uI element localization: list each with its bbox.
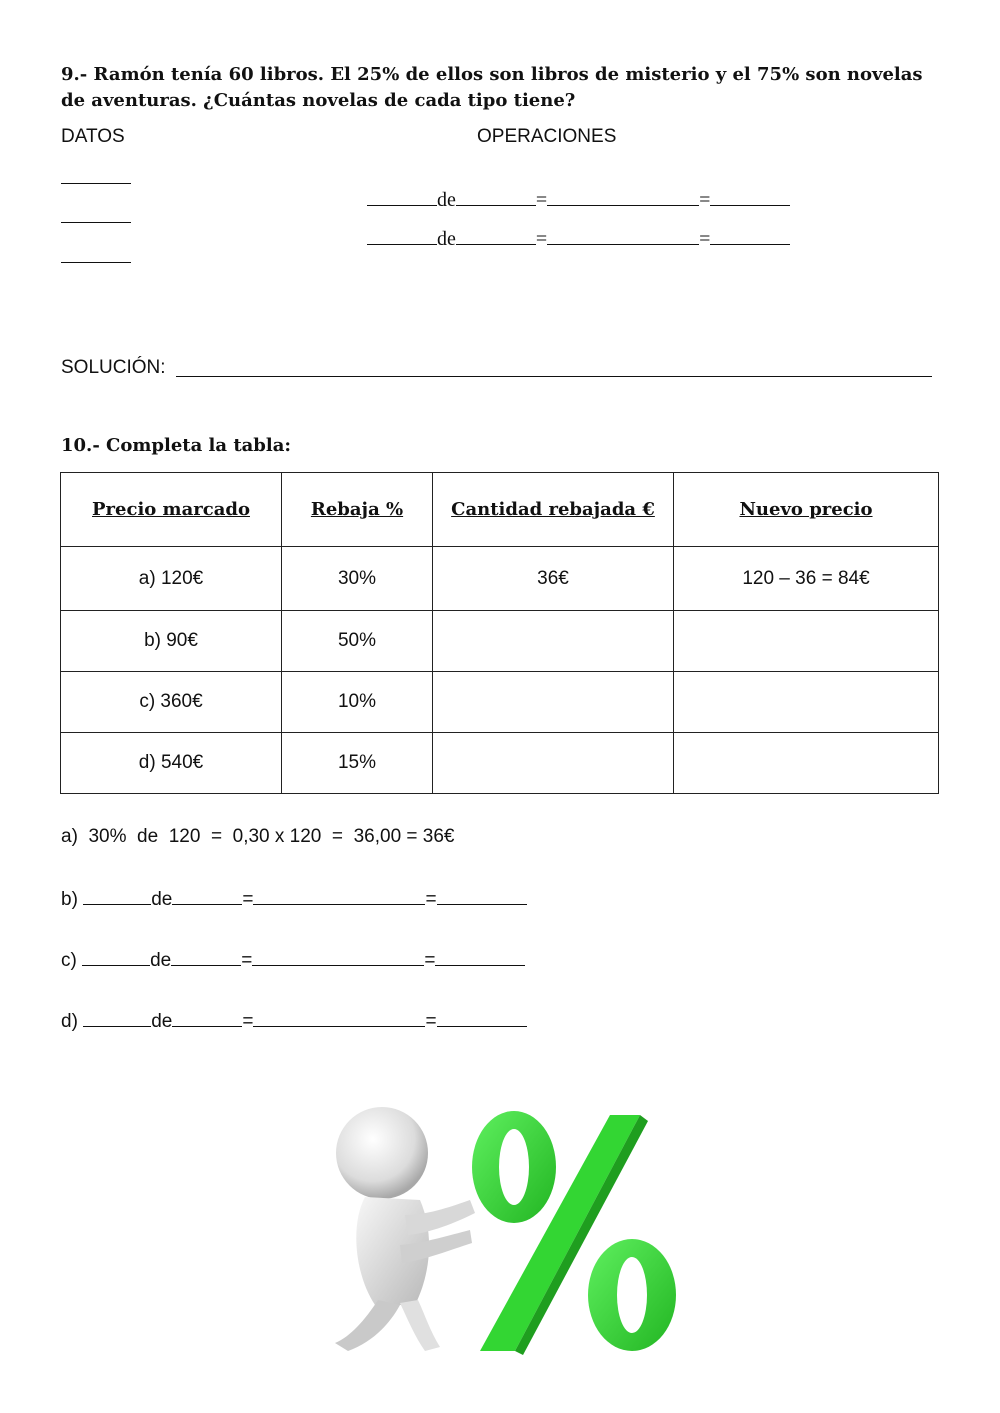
operation-2-total-blank[interactable] xyxy=(456,226,536,245)
calc-b-result-blank[interactable] xyxy=(437,886,527,905)
header-nuevo-precio: Nuevo precio xyxy=(674,473,939,547)
solucion-label: SOLUCIÓN: xyxy=(61,357,166,378)
equals-sign: = xyxy=(242,889,254,910)
datos-label: DATOS xyxy=(61,126,125,147)
operation-line-2 xyxy=(357,203,790,251)
operation-2-percent-blank[interactable] xyxy=(367,226,437,245)
header-cantidad-rebajada: Cantidad rebajada € xyxy=(433,473,674,547)
calc-label: d) xyxy=(61,1011,78,1032)
cell-cantidad[interactable] xyxy=(433,733,674,794)
table-row xyxy=(61,611,939,672)
table-row xyxy=(61,672,939,733)
cell-precio: a) 120€ xyxy=(61,547,282,611)
percent-figure-illustration-icon xyxy=(330,1105,710,1355)
cell-precio: c) 360€ xyxy=(61,672,282,733)
cell-cantidad[interactable] xyxy=(433,672,674,733)
table-row xyxy=(61,547,939,611)
calc-c-total-blank[interactable] xyxy=(171,947,241,966)
calc-label: c) xyxy=(61,950,77,971)
datos-blank-2[interactable] xyxy=(61,204,131,223)
calc-c-result-blank[interactable] xyxy=(435,947,525,966)
equals-sign: = xyxy=(699,228,711,250)
question-10-title: 10.- Completa la tabla: xyxy=(61,435,292,456)
header-rebaja: Rebaja % xyxy=(282,473,433,547)
equals-sign: = xyxy=(535,189,548,211)
discount-table xyxy=(60,472,939,794)
cell-precio: b) 90€ xyxy=(61,611,282,672)
cell-nuevo-precio[interactable] xyxy=(674,733,939,794)
equals-sign: = xyxy=(242,1011,254,1032)
de-word: de xyxy=(437,189,456,211)
header-precio-marcado: Precio marcado xyxy=(61,473,282,547)
calc-label: b) xyxy=(61,889,78,910)
de-word: de xyxy=(437,228,456,250)
calc-c-percent-blank[interactable] xyxy=(82,947,150,966)
equals-sign: = xyxy=(241,950,253,971)
cell-rebaja: 15% xyxy=(282,733,433,794)
cell-rebaja: 50% xyxy=(282,611,433,672)
figure-icon xyxy=(335,1107,475,1351)
equals-sign: = xyxy=(699,189,711,211)
operaciones-label: OPERACIONES xyxy=(477,126,617,147)
cell-rebaja: 10% xyxy=(282,672,433,733)
operation-2-calc-blank[interactable] xyxy=(547,226,699,245)
percent-sign-icon xyxy=(472,1111,676,1355)
operation-2-result-blank[interactable] xyxy=(710,226,790,245)
de-word: de xyxy=(151,889,173,910)
calc-d-result-blank[interactable] xyxy=(437,1008,527,1027)
cell-nuevo-precio[interactable] xyxy=(674,672,939,733)
calc-c-operation-blank[interactable] xyxy=(252,947,424,966)
cell-precio: d) 540€ xyxy=(61,733,282,794)
calc-b-percent-blank[interactable] xyxy=(83,886,151,905)
calc-d-percent-blank[interactable] xyxy=(83,1008,151,1027)
cell-cantidad[interactable] xyxy=(433,611,674,672)
equals-sign: = xyxy=(425,889,437,910)
datos-blank-1[interactable] xyxy=(61,165,131,184)
question-9-title: 9.- Ramón tenía 60 libros. El 25% de ellos son libros de misterio y el 75% son novelas de aventuras. ¿Cuántas novelas de cada tipo tiene? xyxy=(61,64,923,111)
calc-line-c xyxy=(61,947,525,972)
example-calculation: a) 30% de 120 = 0,30 x 120 = 36,00 = 36€ xyxy=(61,826,455,847)
calc-d-operation-blank[interactable] xyxy=(253,1008,425,1027)
table-row xyxy=(61,733,939,794)
de-word: de xyxy=(151,1011,173,1032)
calc-line-b xyxy=(61,886,527,911)
cell-nuevo-precio: 120 – 36 = 84€ xyxy=(674,547,939,611)
cell-nuevo-precio[interactable] xyxy=(674,611,939,672)
de-word: de xyxy=(150,950,172,971)
calc-b-operation-blank[interactable] xyxy=(253,886,425,905)
equals-sign: = xyxy=(424,950,436,971)
calc-b-total-blank[interactable] xyxy=(172,886,242,905)
cell-cantidad: 36€ xyxy=(433,547,674,611)
calc-d-total-blank[interactable] xyxy=(172,1008,242,1027)
solucion-answer-line[interactable] xyxy=(176,358,932,377)
equals-sign: = xyxy=(425,1011,437,1032)
calc-line-d xyxy=(61,1008,527,1033)
cell-rebaja: 30% xyxy=(282,547,433,611)
equals-sign: = xyxy=(535,228,548,250)
datos-blank-3[interactable] xyxy=(61,244,131,263)
